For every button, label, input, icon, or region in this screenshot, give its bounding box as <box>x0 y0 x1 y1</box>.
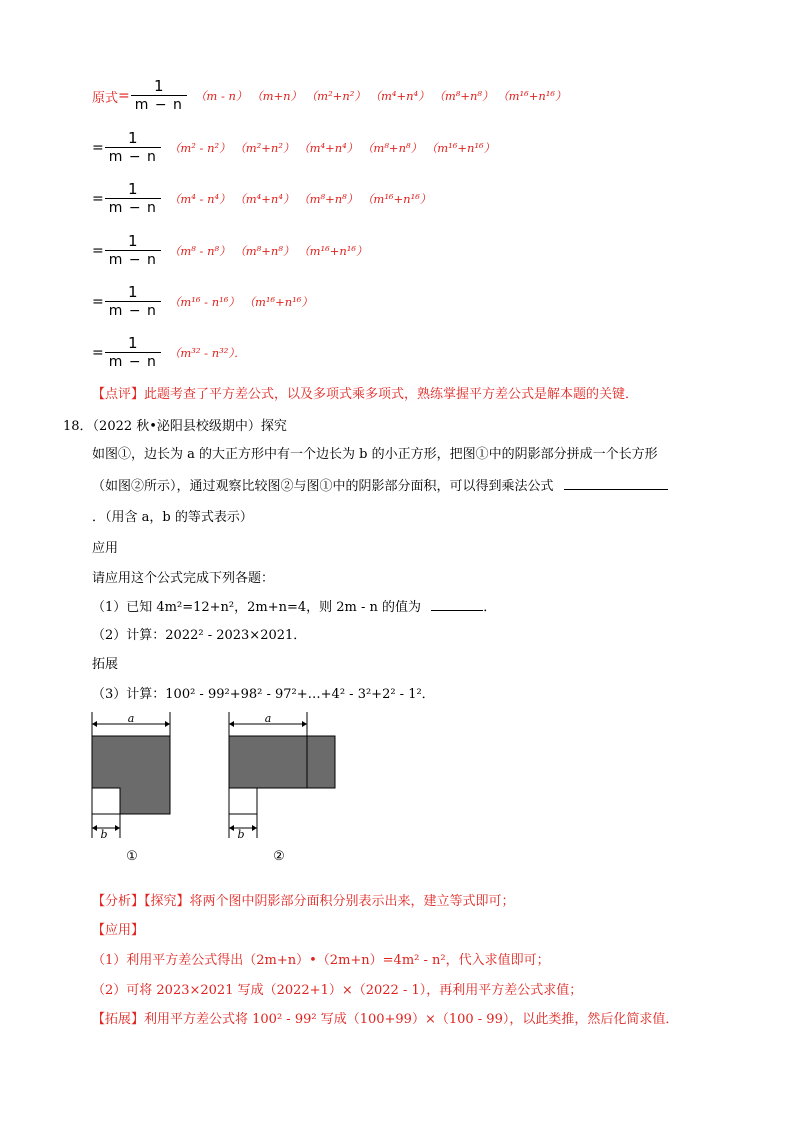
label-b-fig2: b <box>237 828 245 841</box>
equals-sign: = <box>92 140 104 156</box>
apply-intro: 请应用这个公式完成下列各题： <box>92 571 275 586</box>
figure-2 <box>229 712 335 864</box>
problem-header <box>63 418 287 436</box>
answer-blank-q1 <box>431 598 483 611</box>
derivation-expression: （m² - n²） （m²+n²） （m⁴+n⁴） （m⁸+n⁸） （m¹⁶+n¹⁶） <box>168 141 496 155</box>
problem-source: （2022 秋•泌阳县校级期中）探究 <box>92 419 287 434</box>
equals-sign: = <box>92 191 104 207</box>
extend-heading: 拓展 <box>92 657 119 672</box>
derivation-prefix: 原式 <box>92 90 119 106</box>
derivation-expression: （m⁴ - n⁴） （m⁴+n⁴） （m⁸+n⁸） （m¹⁶+n¹⁶） <box>168 192 432 206</box>
fraction: $\frac{1}{m - n}$ <box>105 130 161 166</box>
apply-heading: 应用 <box>92 541 119 556</box>
fraction: $\frac{1}{m - n}$ <box>131 78 187 114</box>
fraction: $\frac{1}{m - n}$ <box>105 181 161 217</box>
figures-svg <box>86 708 356 868</box>
question-2: （2）计算：2022² - 2023×2021． <box>92 628 307 643</box>
shaded-strip-fig2 <box>307 736 335 788</box>
derivation-expression: （m - n） （m+n） （m²+n²） （m⁴+n⁴） （m⁸+n⁸） （m¹⁶+n¹⁶） <box>194 89 567 103</box>
fraction: $\frac{1}{m - n}$ <box>105 233 161 269</box>
caption-fig1: ① <box>126 849 138 864</box>
comment-line: 【点评】此题考查了平方差公式，以及多项式乘多项式，熟练掌握平方差公式是解本题的关键． <box>92 387 639 402</box>
derivation-row-2 <box>92 130 495 166</box>
equals-sign: = <box>92 243 104 259</box>
figures <box>86 708 356 872</box>
analysis-line-3: （1）利用平方差公式得出（2m+n）•（2m+n）=4m² - n²，代入求值即可； <box>92 953 550 968</box>
figure-1 <box>92 712 170 864</box>
answer-blank-formula <box>564 477 668 490</box>
problem-paragraph-1: 如图①，边长为 a 的大正方形中有一个边长为 b 的小正方形，把图①中的阴影部分拼成一个长方形 <box>92 447 658 462</box>
equals-sign: = <box>92 294 104 310</box>
fraction: $\frac{1}{m - n}$ <box>105 284 161 320</box>
derivation-expression: （m³² - n³²）． <box>168 346 246 360</box>
caption-fig2: ② <box>273 849 285 864</box>
analysis-line-2: 【应用】 <box>92 923 145 938</box>
label-b-fig1: b <box>100 828 108 841</box>
derivation-row-3 <box>92 181 431 217</box>
equals-sign: = <box>92 345 104 361</box>
label-a-fig1: a <box>127 712 135 725</box>
question-1: （1）已知 4m²=12+n²，2m+n=4，则 2m - n 的值为 ． <box>92 600 497 615</box>
derivation-expression: （m¹⁶ - n¹⁶） （m¹⁶+n¹⁶） <box>168 295 313 309</box>
small-square <box>92 788 120 814</box>
derivation-row-5 <box>92 284 313 320</box>
derivation-row-1 <box>92 78 567 114</box>
analysis-line-4: （2）可将 2023×2021 写成（2022+1）×（2022 - 1），再利用平方差公式求值； <box>92 983 583 998</box>
problem-number: 18． <box>63 419 93 434</box>
fraction: $\frac{1}{m - n}$ <box>105 335 161 371</box>
derivation-row-4 <box>92 233 367 269</box>
problem-paragraph-3: ．（用含 a，b 的等式表示） <box>92 510 253 525</box>
label-a-fig2: a <box>264 712 272 725</box>
problem-paragraph-2: （如图②所示），通过观察比较图②与图①中的阴影部分面积，可以得到乘法公式 <box>92 477 668 496</box>
derivation-row-6 <box>92 335 246 371</box>
question-3: （3）计算：100² - 99²+98² - 97²+…+4² - 3²+2² - 1²． <box>92 687 435 702</box>
small-square-fig2 <box>229 788 257 814</box>
analysis-line-5: 【拓展】利用平方差公式将 100² - 99² 写成（100+99）×（100 - 99），以此类推，然后化简求值． <box>92 1012 679 1027</box>
analysis-line-1: 【分析】【探究】将两个图中阴影部分面积分别表示出来，建立等式即可； <box>92 894 515 909</box>
shaded-rect-fig2 <box>229 736 307 788</box>
equals-sign: = <box>118 88 130 104</box>
derivation-expression: （m⁸ - n⁸） （m⁸+n⁸） （m¹⁶+n¹⁶） <box>168 244 368 258</box>
